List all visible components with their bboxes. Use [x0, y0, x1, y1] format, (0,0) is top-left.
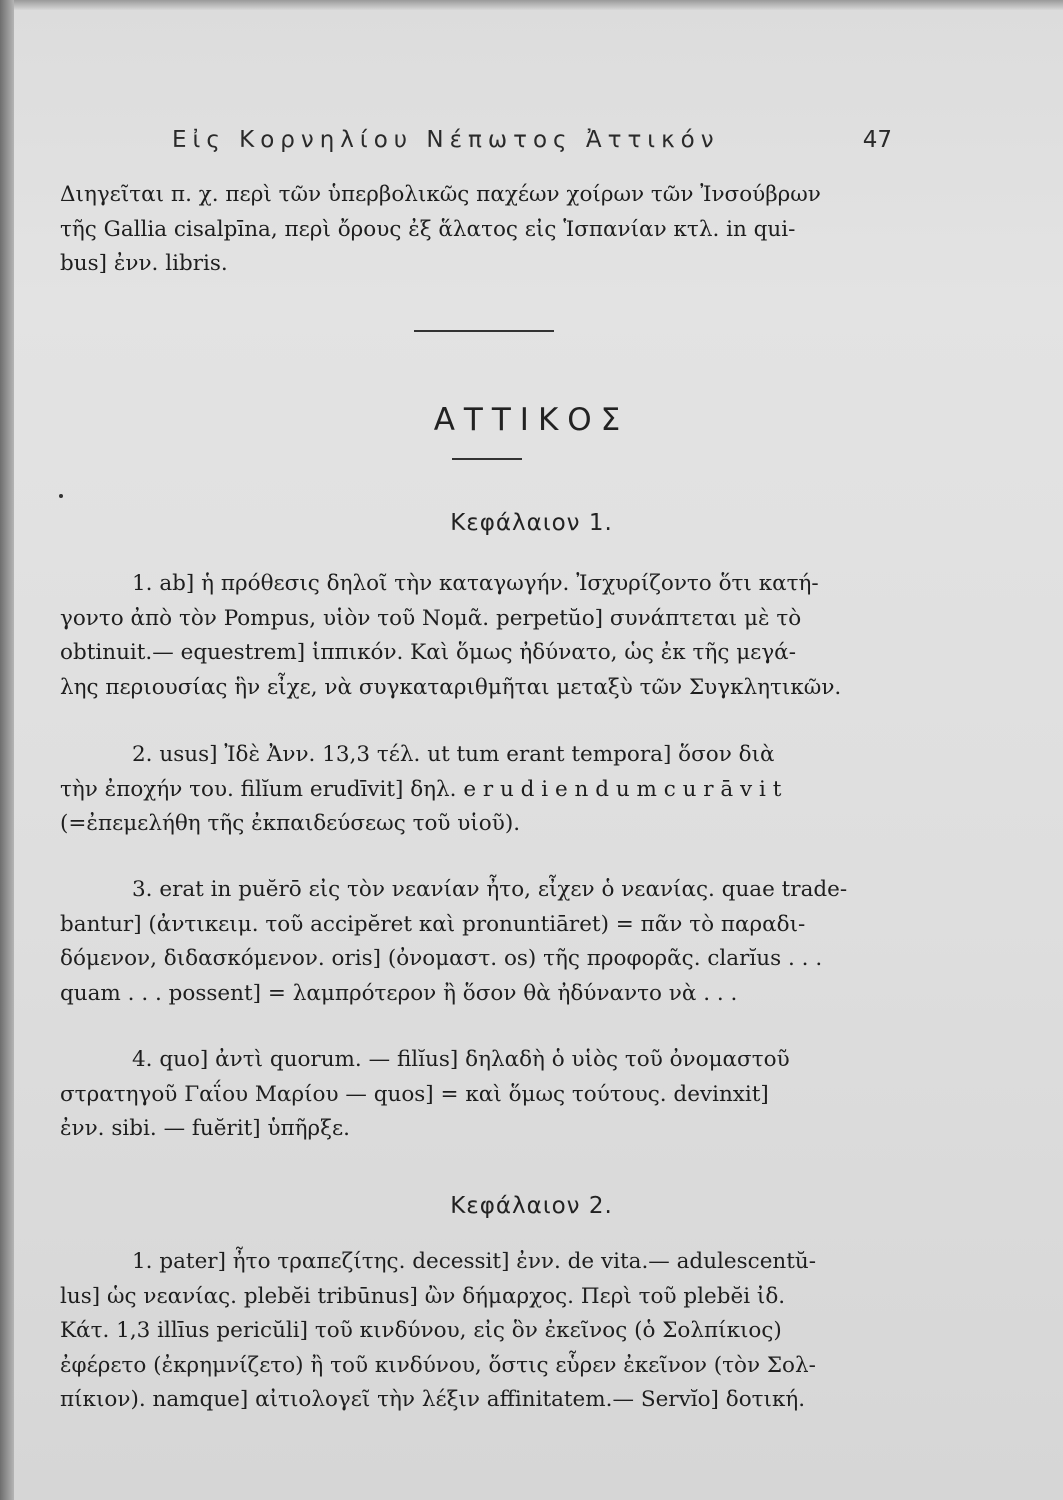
text-line: Κάτ. 1,3 illīus pericŭli] τοῦ κινδύνου, εἰς ὃν ἐκεῖνος (ὁ Σολπίκιος)	[60, 1318, 782, 1343]
intro-paragraph	[60, 178, 915, 282]
text-line: bus] ἐνν. libris.	[60, 251, 228, 276]
text-line: πίκιον). namque] αἰτιολογεῖ τὴν λέξιν affinitatem.— Servĭo] δοτική.	[60, 1387, 806, 1412]
chapter-1-paragraph-1	[60, 567, 915, 705]
running-title: Εἰς Κορνηλίου Νέπωτος Ἀττικόν	[172, 127, 720, 153]
text-line: ἐνν. sibi. — fuĕrit] ὑπῆρξε.	[60, 1116, 350, 1141]
text-line: 4. quo] ἀντὶ quorum. — filĭus] δηλαδὴ ὁ υἱὸς τοῦ ὀνομαστοῦ	[132, 1047, 790, 1072]
text-line: τὴν ἐποχήν του. filĭum erudīvit] δηλ. e r u d i e n d u m c u r ā v i t	[60, 776, 782, 802]
running-header	[172, 127, 892, 163]
text-line: quam . . . possent] = λαμπρότερον ἢ ὅσον θὰ ἠδύναντο νὰ . . .	[60, 980, 738, 1006]
chapter-2-heading: Κεφάλαιον 2.	[450, 1193, 613, 1219]
page-binding-edge	[0, 0, 14, 1500]
text-line: obtinuit.— equestrem] ἱππικόν. Καὶ ὅμως ἠδύνατο, ὡς ἐκ τῆς μεγά-	[60, 640, 796, 665]
chapter-1-paragraph-4	[60, 1043, 915, 1147]
text-line: 1. ab] ἡ πρόθεσις δηλοῖ τὴν καταγωγήν. Ἰσχυρίζοντο ὅτι κατή-	[132, 571, 819, 596]
page-top-edge	[0, 0, 1063, 10]
text-line: 1. pater] ἦτο τραπεζίτης. decessit] ἐνν. de vita.— adulescentŭ-	[132, 1249, 817, 1274]
chapter-1-paragraph-2	[60, 738, 915, 842]
text-line: 2. usus] Ἰδὲ Ἀνν. 13,3 τέλ. ut tum erant tempora] ὅσον διὰ	[132, 742, 775, 767]
chapter-2-paragraph-1	[60, 1245, 915, 1418]
stray-mark	[59, 494, 63, 498]
text-line: λης περιουσίας ἣν εἶχε, νὰ συγκαταριθμῆται μεταξὺ τῶν Συγκλητικῶν.	[60, 674, 842, 700]
text-line: γοντο ἀπὸ τὸν Pompus, υἱὸν τοῦ Νομᾶ. perpetŭo] συνάπτεται μὲ τὸ	[60, 605, 802, 631]
text-line: (=ἐπεμελήθη τῆς ἐκπαιδεύσεως τοῦ υἱοῦ).	[60, 811, 521, 836]
section-title: ΑΤΤΙΚΟΣ	[433, 402, 630, 438]
chapter-1-heading: Κεφάλαιον 1.	[450, 510, 613, 536]
text-line: Διηγεῖται π. χ. περὶ τῶν ὑπερβολικῶς παχέων χοίρων τῶν Ἰνσούβρων	[60, 182, 821, 207]
text-line: στρατηγοῦ Γαΐου Μαρίου — quos] = καὶ ὅμως τούτους. devinxit]	[60, 1081, 769, 1107]
text-line: bantur] (ἀντικειμ. τοῦ accipĕret καὶ pronuntiāret) = πᾶν τὸ παραδι-	[60, 911, 806, 937]
section-divider-top	[414, 330, 554, 332]
text-line: lus] ὡς νεανίας. plebĕi tribūnus] ὢν δήμαρχος. Περὶ τοῦ plebĕi ἰδ.	[60, 1283, 786, 1309]
chapter-1-paragraph-3	[60, 873, 915, 1011]
text-line: δόμενον, διδασκόμενον. oris] (ὀνομαστ. os) τῆς προφορᾶς. clarĭus . . .	[60, 946, 823, 971]
text-line: 3. erat in puĕrō εἰς τὸν νεανίαν ἦτο, εἶχεν ὁ νεανίας. quae trade-	[132, 877, 848, 902]
section-divider-bottom	[452, 458, 522, 460]
text-line: τῆς Gallia cisalpīna, περὶ ὄρους ἐξ ἅλατος εἰς Ἱσπανίαν κτλ. in qui-	[60, 216, 796, 242]
page-number: 47	[862, 127, 892, 153]
text-line: ἐφέρετο (ἐκρημνίζετο) ἢ τοῦ κινδύνου, ὅστις εὗρεν ἐκεῖνον (τὸν Σολ-	[60, 1352, 816, 1378]
